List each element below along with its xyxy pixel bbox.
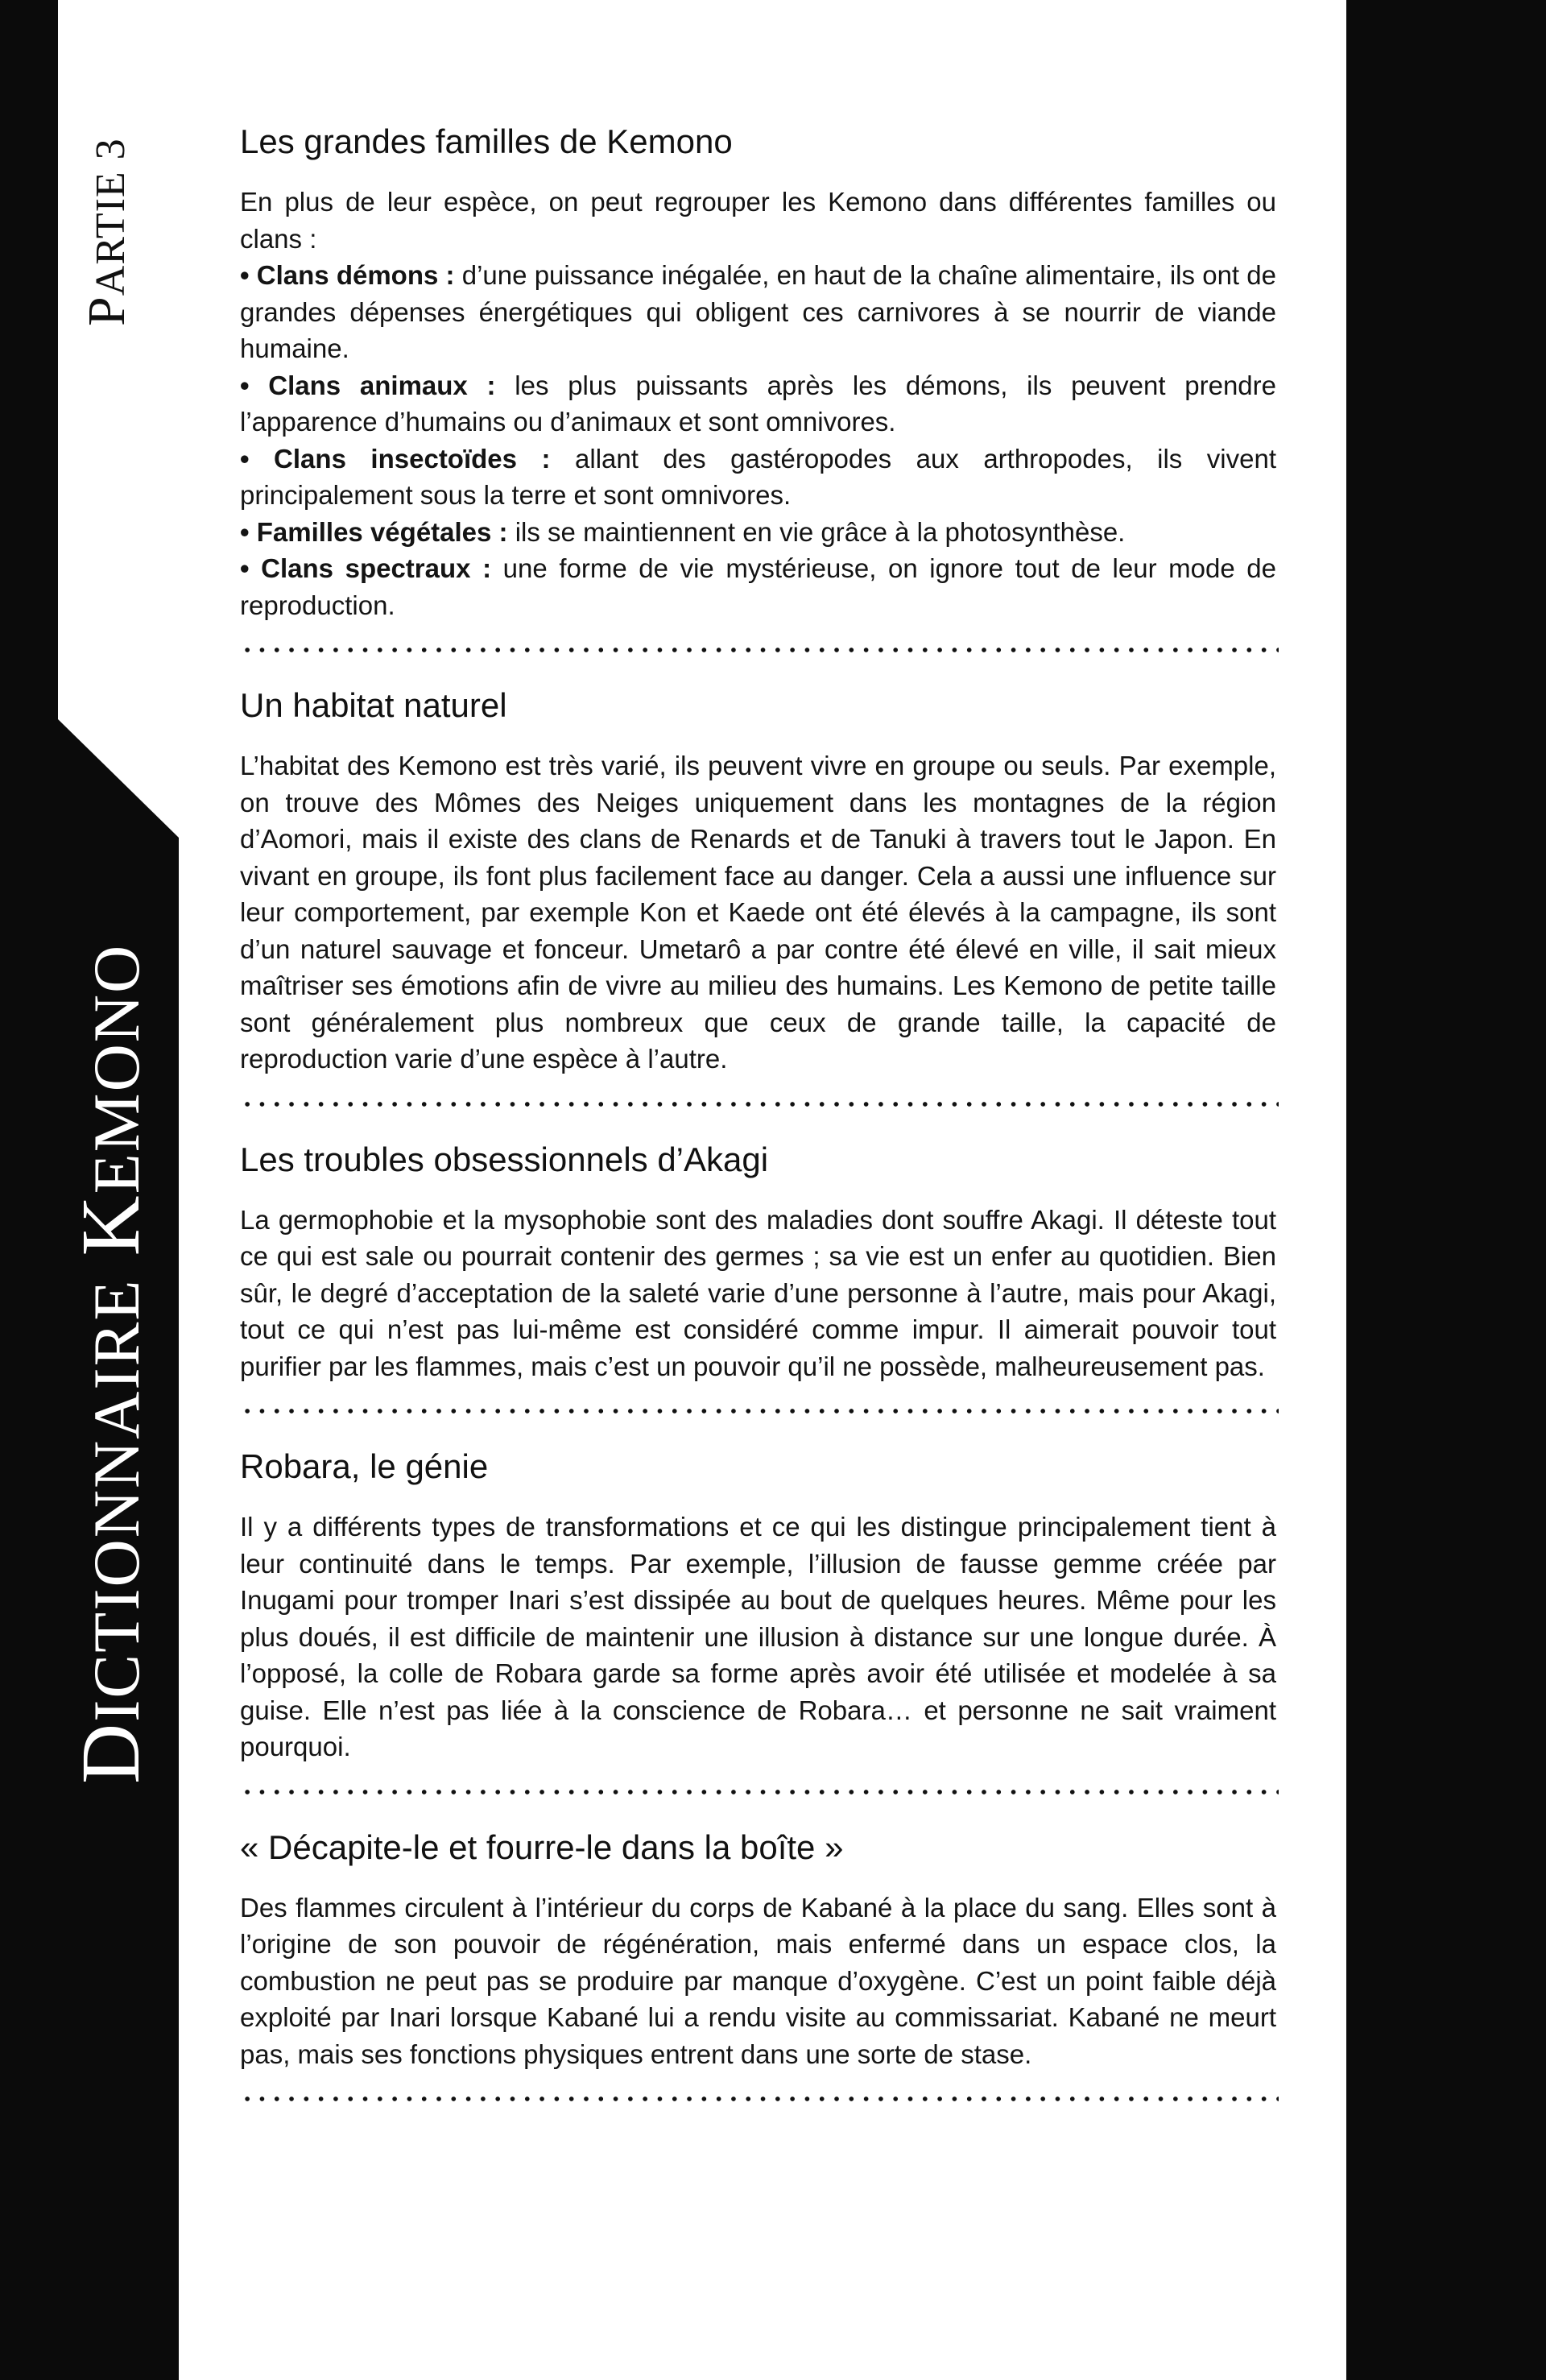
right-page-edge-band <box>1346 0 1546 2380</box>
dotted-divider <box>240 1102 1279 1107</box>
section-body: La germophobie et la mysophobie sont des maladies dont souffre Akagi. Il déteste tout ce qui est sale ou pourrait contenir des germes ; sa vie est un enfer au quotidien. Bien sûr, le degré d’acceptation de la saleté varie d’une personne à l’autre, mais pour Akagi, tout ce qui n’est pas lui-même est considéré comme impur. Il aimerait pouvoir tout purifier par les flammes, mais c’est un pouvoir qu’il ne possède, malheureusement pas. <box>240 1204 1276 1381</box>
list-item <box>240 370 1276 437</box>
section-robara <box>240 1446 1276 1765</box>
section-body: Il y a différents types de transformations et ce qui les distingue principalement tient à leur continuité dans le temps. Par exemple, l’illusion de fausse gemme créée par Inugami pour tromper Inari s’est dissipée au bout de quelques heures. Même pour les plus doués, il est difficile de maintenir une illusion à distance sur une longue durée. À l’opposé, la colle de Robara garde sa forme après avoir été utilisée et modelée à sa guise. Elle n’est pas liée à la conscience de Robara… et personne ne sait vraiment pourquoi. <box>240 1512 1276 1761</box>
section-body: L’habitat des Kemono est très varié, ils peuvent vivre en groupe ou seuls. Par exemple, on trouve des Mômes des Neiges uniquement dans les montagnes de la région d’Aomori, mais il existe des clans de Renards et de Tanuki à travers tout le Japon. En vivant en groupe, ils font plus facilement face au danger. Cela a aussi une influence sur leur comportement, par exemple Kon et Kaede ont été élevés à la campagne, ils sont d’un naturel sauvage et fonceur. Umetarô a par contre été élevé en ville, il sait mieux maîtriser ses émotions afin de vivre au milieu des humains. Les Kemono de petite taille sont généralement plus nombreux que ceux de grande taille, la capacité de reproduction varie d’une espèce à l’autre. <box>240 751 1276 1074</box>
section-title: Robara, le génie <box>240 1447 489 1485</box>
section-body: Des flammes circulent à l’intérieur du corps de Kabané à la place du sang. Elles sont à l’origine de son pouvoir de régénération, mais enfermé dans un espace clos, la combustion ne peut pas se produire par manque d’oxygène. C’est un point faible déjà exploité par Inari lorsque Kabané lui a rendu visite au commissariat. Kabané ne meurt pas, mais ses fonctions physiques entrent dans une sorte de stase. <box>240 1892 1276 2069</box>
list-item-text: allant des gastéropodes aux arthropodes, ils vivent principalement sous la terre et sont omnivores. <box>240 443 1276 510</box>
list-item-term: • Clans animaux : <box>240 370 496 400</box>
dictionary-title: DICTIONNAIRE KEMONO <box>64 943 157 1784</box>
section-title: Un habitat naturel <box>240 686 507 724</box>
dotted-divider <box>240 1409 1279 1414</box>
section-akagi <box>240 1139 1276 1385</box>
intro-text: En plus de leur espèce, on peut regrouper les Kemono dans différentes familles ou clans : <box>240 187 1276 254</box>
dotted-divider <box>240 648 1279 652</box>
list-item-text: ils se maintiennent en vie grâce à la photosynthèse. <box>507 516 1126 547</box>
list-item-text: une forme de vie mystérieuse, on ignore tout de leur mode de reproduction. <box>240 553 1276 620</box>
list-item <box>240 260 1276 363</box>
list-item-term: • Familles végétales : <box>240 516 508 547</box>
list-item <box>240 444 1276 511</box>
list-item-text: d’une puissance inégalée, en haut de la chaîne alimentaire, ils ont de grandes dépenses énergétiques qui obligent ces carnivores à se nourrir de viande humaine. <box>240 260 1276 363</box>
section-body <box>240 184 1276 623</box>
section-habitat <box>240 685 1276 1078</box>
section-decapite <box>240 1827 1276 2073</box>
list-item-term: • Clans insectoïdes : <box>240 443 551 474</box>
list-item <box>240 553 1276 620</box>
section-title: Les grandes familles de Kemono <box>240 122 733 160</box>
dotted-divider <box>240 1790 1279 1794</box>
dotted-divider <box>240 2096 1279 2101</box>
list-item-text: les plus puissants après les démons, ils peuvent prendre l’apparence d’humains ou d’animaux et sont omnivores. <box>240 370 1277 437</box>
section-grandes-familles <box>240 121 1276 623</box>
list-item-term: • Clans démons : <box>240 260 455 290</box>
section-title: « Décapite-le et fourre-le dans la boîte » <box>240 1827 844 1866</box>
list-item <box>240 517 1125 547</box>
list-item-term: • Clans spectraux : <box>240 553 492 583</box>
part-label: PARTIE 3 <box>77 138 136 326</box>
article-content <box>240 121 1276 2134</box>
section-title: Les troubles obsessionnels d’Akagi <box>240 1140 769 1178</box>
